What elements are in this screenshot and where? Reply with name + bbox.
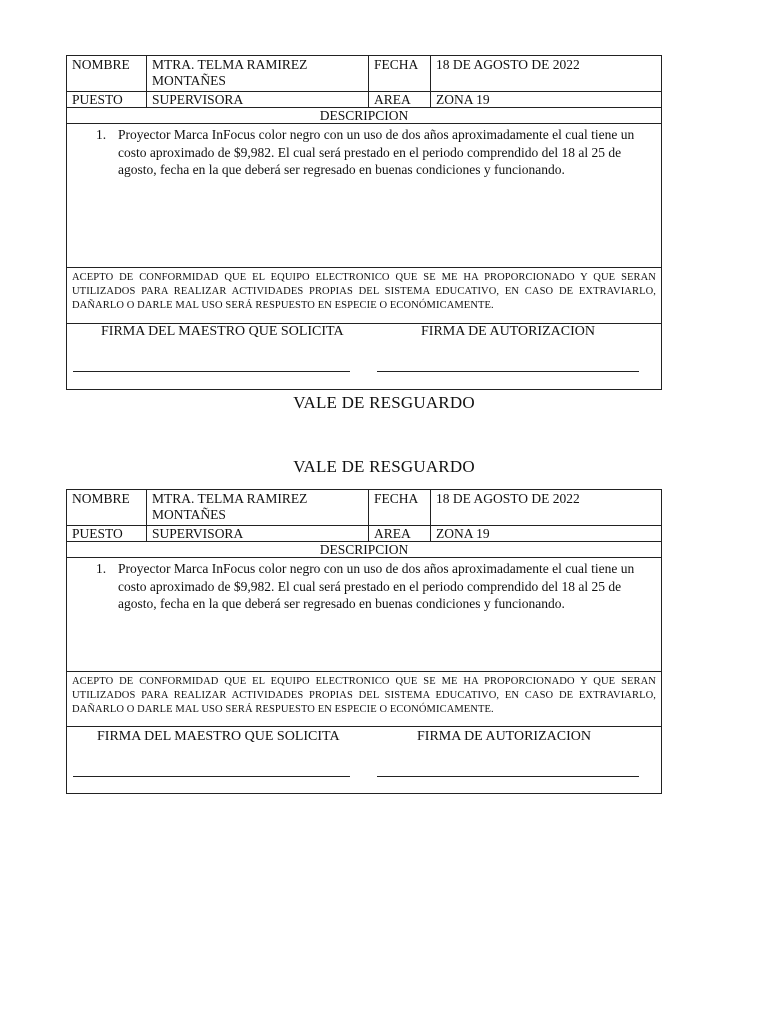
descripcion-header: DESCRIPCION <box>67 542 661 558</box>
descripcion-body <box>67 124 661 268</box>
signature-line-autorizacion <box>377 371 639 372</box>
firma-maestro-label: FIRMA DEL MAESTRO QUE SOLICITA <box>97 729 340 744</box>
item-number: 1. <box>96 561 107 576</box>
signature-area <box>67 727 661 793</box>
nombre-value: MTRA. TELMA RAMIREZ MONTAÑES <box>147 490 369 525</box>
signature-line-maestro <box>73 371 350 372</box>
nombre-row <box>67 490 661 526</box>
signature-line-maestro <box>73 776 350 777</box>
item-text: Proyector Marca InFocus color negro con un uso de dos años aproximadamente el cual tiene un costo aproximado de $9,982. El cual será prestado en el periodo comprendido del 18 al 25 de agosto, fecha en la que deberá ser regresado en buenas condiciones y funcionando. <box>118 127 635 177</box>
acceptance-text: ACEPTO DE CONFORMIDAD QUE EL EQUIPO ELECTRONICO QUE SE ME HA PROPORCIONADO Y QUE SERAN UTILIZADOS PARA REALIZAR ACTIVIDADES PROPIAS DEL SISTEMA EDUCATIVO, EN CASO DE EXTRAVIARLO, DAÑARLO O DARLE MAL USO SERÁ RESPUESTO EN ESPECIE O ECONÓMICAMENTE. <box>67 268 661 324</box>
voucher-title: VALE DE RESGUARDO <box>293 457 475 476</box>
fecha-label: FECHA <box>369 56 431 91</box>
puesto-label: PUESTO <box>67 526 147 541</box>
fecha-value: 18 DE AGOSTO DE 2022 <box>436 491 580 506</box>
fecha-value: 18 DE AGOSTO DE 2022 <box>436 57 580 72</box>
signature-area <box>67 324 661 389</box>
acceptance-text: ACEPTO DE CONFORMIDAD QUE EL EQUIPO ELECTRONICO QUE SE ME HA PROPORCIONADO Y QUE SERAN UTILIZADOS PARA REALIZAR ACTIVIDADES PROPIAS DEL SISTEMA EDUCATIVO, EN CASO DE EXTRAVIARLO, DAÑARLO O DARLE MAL USO SERÁ RESPUESTO EN ESPECIE O ECONÓMICAMENTE. <box>67 672 661 727</box>
descripcion-body <box>67 558 661 672</box>
firma-maestro-label: FIRMA DEL MAESTRO QUE SOLICITA <box>101 324 344 339</box>
signature-line-autorizacion <box>377 776 639 777</box>
voucher-form-1 <box>66 55 662 390</box>
puesto-row <box>67 526 661 542</box>
descripcion-header: DESCRIPCION <box>67 108 661 124</box>
puesto-value: SUPERVISORA <box>147 526 369 541</box>
nombre-value: MTRA. TELMA RAMIREZ MONTAÑES <box>147 56 369 91</box>
firma-autorizacion-label: FIRMA DE AUTORIZACION <box>421 324 595 339</box>
item-text: Proyector Marca InFocus color negro con un uso de dos años aproximadamente el cual tiene un costo aproximado de $9,982. El cual será prestado en el periodo comprendido del 18 al 25 de agosto, fecha en la que deberá ser regresado en buenas condiciones y funcionando. <box>118 561 635 611</box>
voucher-form-2 <box>66 489 662 794</box>
nombre-row <box>67 56 661 92</box>
firma-autorizacion-label: FIRMA DE AUTORIZACION <box>417 729 591 744</box>
nombre-label: NOMBRE <box>67 56 147 91</box>
item-number: 1. <box>96 127 107 142</box>
puesto-value: SUPERVISORA <box>147 92 369 107</box>
voucher-title: VALE DE RESGUARDO <box>293 393 475 412</box>
area-label: AREA <box>369 92 431 107</box>
puesto-label: PUESTO <box>67 92 147 107</box>
area-value: ZONA 19 <box>436 92 490 107</box>
nombre-label: NOMBRE <box>67 490 147 525</box>
area-value: ZONA 19 <box>436 526 490 541</box>
puesto-row <box>67 92 661 108</box>
area-label: AREA <box>369 526 431 541</box>
fecha-label: FECHA <box>369 490 431 525</box>
